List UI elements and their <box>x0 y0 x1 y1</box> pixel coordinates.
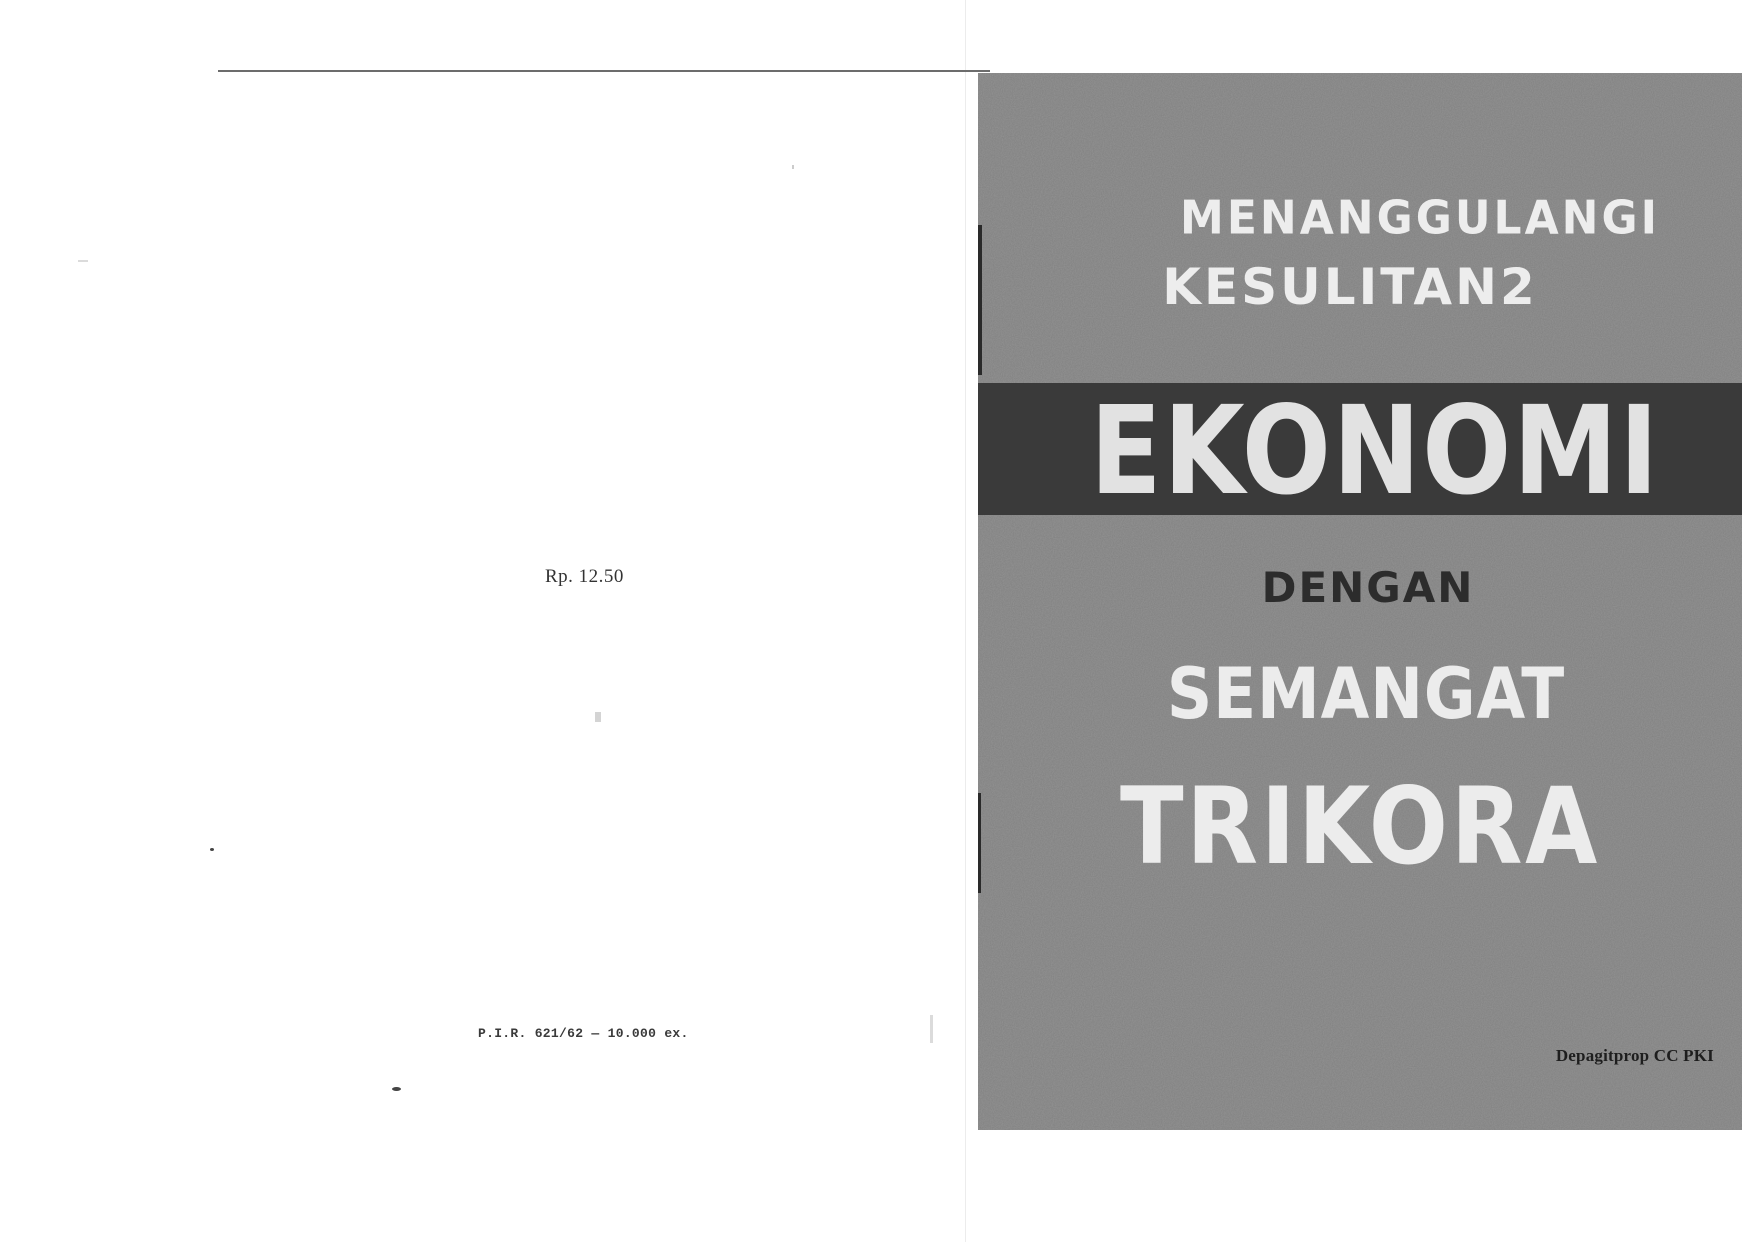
spine-mark <box>978 793 981 893</box>
scan-mark <box>595 712 601 722</box>
cover-title-main: EKONOMI <box>1090 380 1660 522</box>
cover-title-line-4: DENGAN <box>1261 563 1475 612</box>
scan-speck <box>210 848 214 851</box>
price-label: Rp. 12.50 <box>545 566 624 587</box>
scan-mark <box>78 260 88 262</box>
print-info: P.I.R. 621/62 — 10.000 ex. <box>478 1026 689 1041</box>
scan-speck <box>392 1087 401 1091</box>
top-rule <box>218 70 990 72</box>
scan-mark <box>930 1015 933 1043</box>
publisher-label: Depagitprop CC PKI <box>1555 1046 1714 1065</box>
cover-title-line-1: MENANGGULANGI <box>1180 191 1660 246</box>
front-cover <box>978 73 1742 1130</box>
cover-title-line-2: KESULITAN2 <box>1162 258 1538 316</box>
scan-mark <box>792 165 794 169</box>
cover-title-line-6: TRIKORA <box>1119 765 1601 888</box>
gutter-line <box>965 0 966 1242</box>
spine-mark <box>978 225 982 375</box>
cover-title-line-5: SEMANGAT <box>1166 653 1566 735</box>
